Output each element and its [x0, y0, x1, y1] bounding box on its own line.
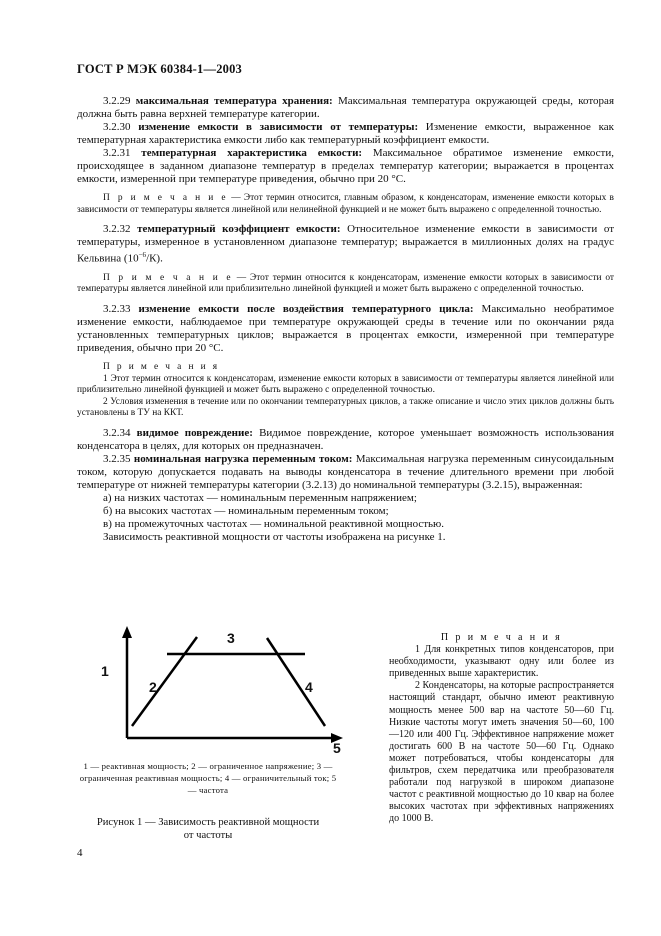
- label-2: 2: [149, 679, 157, 695]
- term-3-2-31: 3.2.31 температурная характеристика емкости: Максимальное обратимое изменение емкости, происходящее в заданном диапазоне температур в пределах температур категории; выражается в процентах емкости, измеренной при температуре приведения, обычно при 20 °С.: [77, 147, 614, 185]
- side-note-item: 2 Конденсаторы, на которые распространяется настоящий стандарт, обычно имеют реактивную мощность менее 500 вар на частоте 50—60 Гц. Низкие частоты могут иметь значения 50—60, 100—120 или 400 Гц. Эффективное напряжение может достигать 600 В на частоте 50—60 Гц. Однако может потребоваться, чтобы конденсаторы для фильтров, схем передатчика или преобразователя работали под нагрузкой в широком диапазоне частот с реактивной мощностью до 10 квар на более высоких частотах при эффективных напряжениях до 1000 В.: [389, 680, 614, 825]
- note-item: 2 Условия изменения в течение или по окончании температурных циклов, а также описание и число этих циклов должны быть установлены в ТУ на ККТ.: [77, 396, 614, 419]
- list-item: в) на промежуточных частотах — номинальной реактивной мощностью.: [103, 518, 445, 530]
- term-3-2-29: 3.2.29 максимальная температура хранения: Максимальная температура окружающей среды, которая должна быть равна верхней температуре категории.: [77, 95, 614, 120]
- note-item: 1 Этот термин относится к конденсаторам, изменение емкости которых в зависимости от температуры является линейной или приблизительно линейной функцией и может быть выражено с определенной точностью.: [77, 373, 614, 396]
- y-axis-arrow: [122, 626, 132, 638]
- side-notes: [389, 632, 614, 826]
- figure-reference: Зависимость реактивной мощности от частоты изображена на рисунке 1.: [103, 531, 446, 543]
- figure-legend: 1 — реактивная мощность; 2 — ограниченное напряжение; 3 — ограниченная реактивная мощность; 4 — ограничительный ток; 5 — частота: [79, 761, 337, 795]
- figure-caption: Рисунок 1 — Зависимость реактивной мощности от частоты: [96, 817, 320, 841]
- term-3-2-33: 3.2.33 изменение емкости после воздействия температурного цикла: Максимально необратимое изменение емкости, наблюдаемое при температуре окружающей среды в течение или по окончании ряда установленных температурных циклов; выражается в процентах емкости, измеренной при температуре приведения, обычно при 20 °С.: [77, 303, 614, 355]
- document-header: ГОСТ Р МЭК 60384-1—2003: [77, 62, 242, 76]
- term-3-2-30: 3.2.30 изменение емкости в зависимости от температуры: Изменение емкости, выраженное как температурная характеристика емкости либо как температурный коэффициент емкости.: [77, 121, 614, 146]
- figure-section: [77, 620, 614, 850]
- list-item: б) на высоких частотах — номинальным переменным током;: [103, 505, 389, 517]
- term-3-2-35: 3.2.35 номинальная нагрузка переменным током: Максимальная нагрузка переменным синусоидальным током, которую допускается подавать на выводы конденсатора в течение длительного времени при любой температуре от нижней температуры категории (3.2.13) до номинальной температуры (3.2.15), выраженная:: [77, 453, 614, 491]
- figure-1: [101, 626, 357, 766]
- voltage-limit-line: [132, 637, 197, 726]
- notes-3-2-33-heading: П р и м е ч а н и я: [103, 362, 220, 373]
- page-number: 4: [77, 847, 83, 859]
- side-notes-heading: П р и м е ч а н и я: [440, 632, 563, 643]
- label-4: 4: [305, 679, 313, 695]
- term-3-2-32: 3.2.32 температурный коэффициент емкости: Относительное изменение емкости в зависимости от температуры, измеренное в установленном диапазоне температур; выражается в миллионных долях на градус Кельвина $(10^{-6}/К)$.: [77, 223, 615, 265]
- current-limit-line: [267, 638, 325, 726]
- term-3-2-34: 3.2.34 видимое повреждение: Видимое повреждение, которое уменьшает возможность использования конденсатора в целях, для которых он предназначен.: [77, 427, 615, 452]
- label-1: 1: [101, 663, 109, 679]
- list-item: а) на низких частотах — номинальным переменным напряжением;: [103, 492, 417, 504]
- note-3-2-31: П р и м е ч а н и е — Этот термин относится, главным образом, к конденсаторам, изменение емкости которых в зависимости от температуры является линейной или нелинейной функцией и не может быть выражено с определенной точностью.: [77, 193, 614, 215]
- main-text: [77, 95, 614, 544]
- side-note-item: 1 Для конкретных типов конденсаторов, при необходимости, указывают одну или более из приведенных выше характеристик.: [389, 644, 614, 680]
- note-3-2-32: П р и м е ч а н и е — Этот термин относится к конденсаторам, изменение емкости которых в зависимости от температуры является линейной или приблизительно линейной функцией и может быть выражено с определенной точностью.: [77, 272, 614, 295]
- frequency-response-diagram: [117, 626, 357, 766]
- label-3: 3: [227, 630, 235, 646]
- label-5: 5: [333, 740, 341, 756]
